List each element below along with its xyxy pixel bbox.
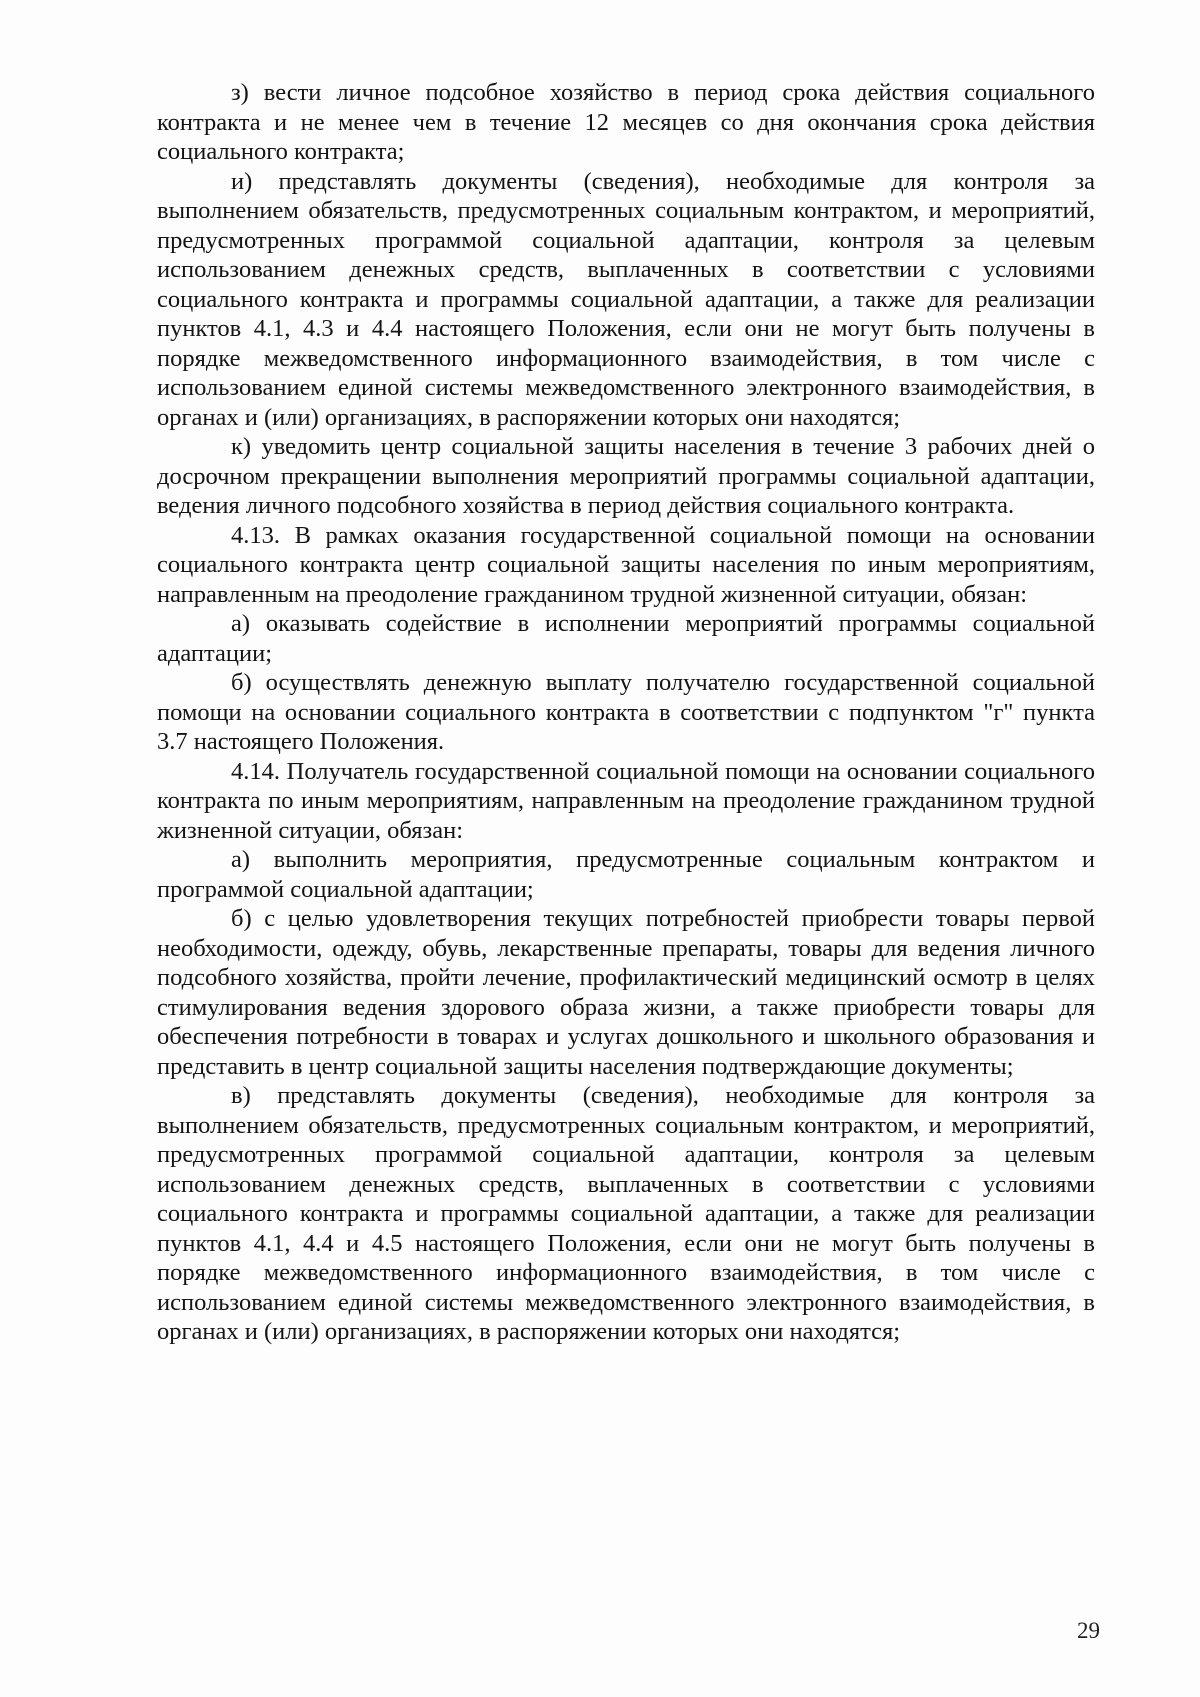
paragraph-4-13: 4.13. В рамках оказания государственной социальной помощи на основании социального контракта центр социальной защиты населения по иным мероприятиям, направленным на преодоление гражданином трудной жизненной ситуации, обязан: bbox=[157, 521, 1095, 608]
paragraph-4-14-a: а) выполнить мероприятия, предусмотренные социальным контрактом и программой социальной адаптации; bbox=[157, 846, 1095, 903]
paragraph-4-14-v: в) представлять документы (сведения), необходимые для контроля за выполнением обязательств, предусмотренных социальным контрактом, и мероприятий, предусмотренных программой социальной адаптации, контроля за целевым использованием денежных средств, выплаченных в соответствии с условиями социального контракта и программы социальной адаптации, а также для реализации пунктов 4.1, 4.4 и 4.5 настоящего Положения, если они не могут быть получены в порядке межведомственного информационного взаимодействия, в том числе с использованием единой системы межведомственного электронного взаимодействия, в органах и (или) организациях, в распоряжении которых они находятся; bbox=[157, 1082, 1095, 1345]
paragraph-4-13-a: а) оказывать содействие в исполнении мероприятий программы социальной адаптации; bbox=[157, 610, 1095, 667]
paragraph-i-documents: и) представлять документы (сведения), необходимые для контроля за выполнением обязательств, предусмотренных социальным контрактом, и мероприятий, предусмотренных программой социальной адаптации, контроля за целевым использованием денежных средств, выплаченных в соответствии с условиями социального контракта и программы социальной адаптации, а также для реализации пунктов 4.1, 4.3 и 4.4 настоящего Положения, если они не могут быть получены в порядке межведомственного информационного взаимодействия, в том числе с использованием единой системы межведомственного электронного взаимодействия, в органах и (или) организациях, в распоряжении которых они находятся; bbox=[157, 167, 1095, 431]
paragraph-4-14: 4.14. Получатель государственной социальной помощи на основании социального контракта по иным мероприятиям, направленным на преодоление гражданином трудной жизненной ситуации, обязан: bbox=[157, 757, 1095, 844]
paragraph-k-notify: к) уведомить центр социальной защиты населения в течение 3 рабочих дней о досрочном прекращении выполнения мероприятий программы социальной адаптации, ведения личного подсобного хозяйства в период действия социального контракта. bbox=[157, 433, 1095, 519]
paragraph-4-13-b: б) осуществлять денежную выплату получателю государственной социальной помощи на основании социального контракта в соответствии с подпунктом "г" пункта 3.7 настоящего Положения. bbox=[157, 669, 1095, 755]
paragraph-4-14-b: б) с целью удовлетворения текущих потребностей приобрести товары первой необходимости, одежду, обувь, лекарственные препараты, товары для ведения личного подсобного хозяйства, пройти лечение, профилактический медицинский осмотр в целях стимулирования ведения здорового образа жизни, а также приобрести товары для обеспечения потребности в товарах и услугах дошкольного и школьного образования и представить в центр социальной защиты населения подтверждающие документы; bbox=[157, 905, 1095, 1080]
page-number: 29 bbox=[1077, 1618, 1100, 1643]
document-body bbox=[157, 78, 1095, 1347]
paragraph-z-household: з) вести личное подсобное хозяйство в период срока действия социального контракта и не менее чем в течение 12 месяцев со дня окончания срока действия социального контракта; bbox=[157, 79, 1095, 165]
